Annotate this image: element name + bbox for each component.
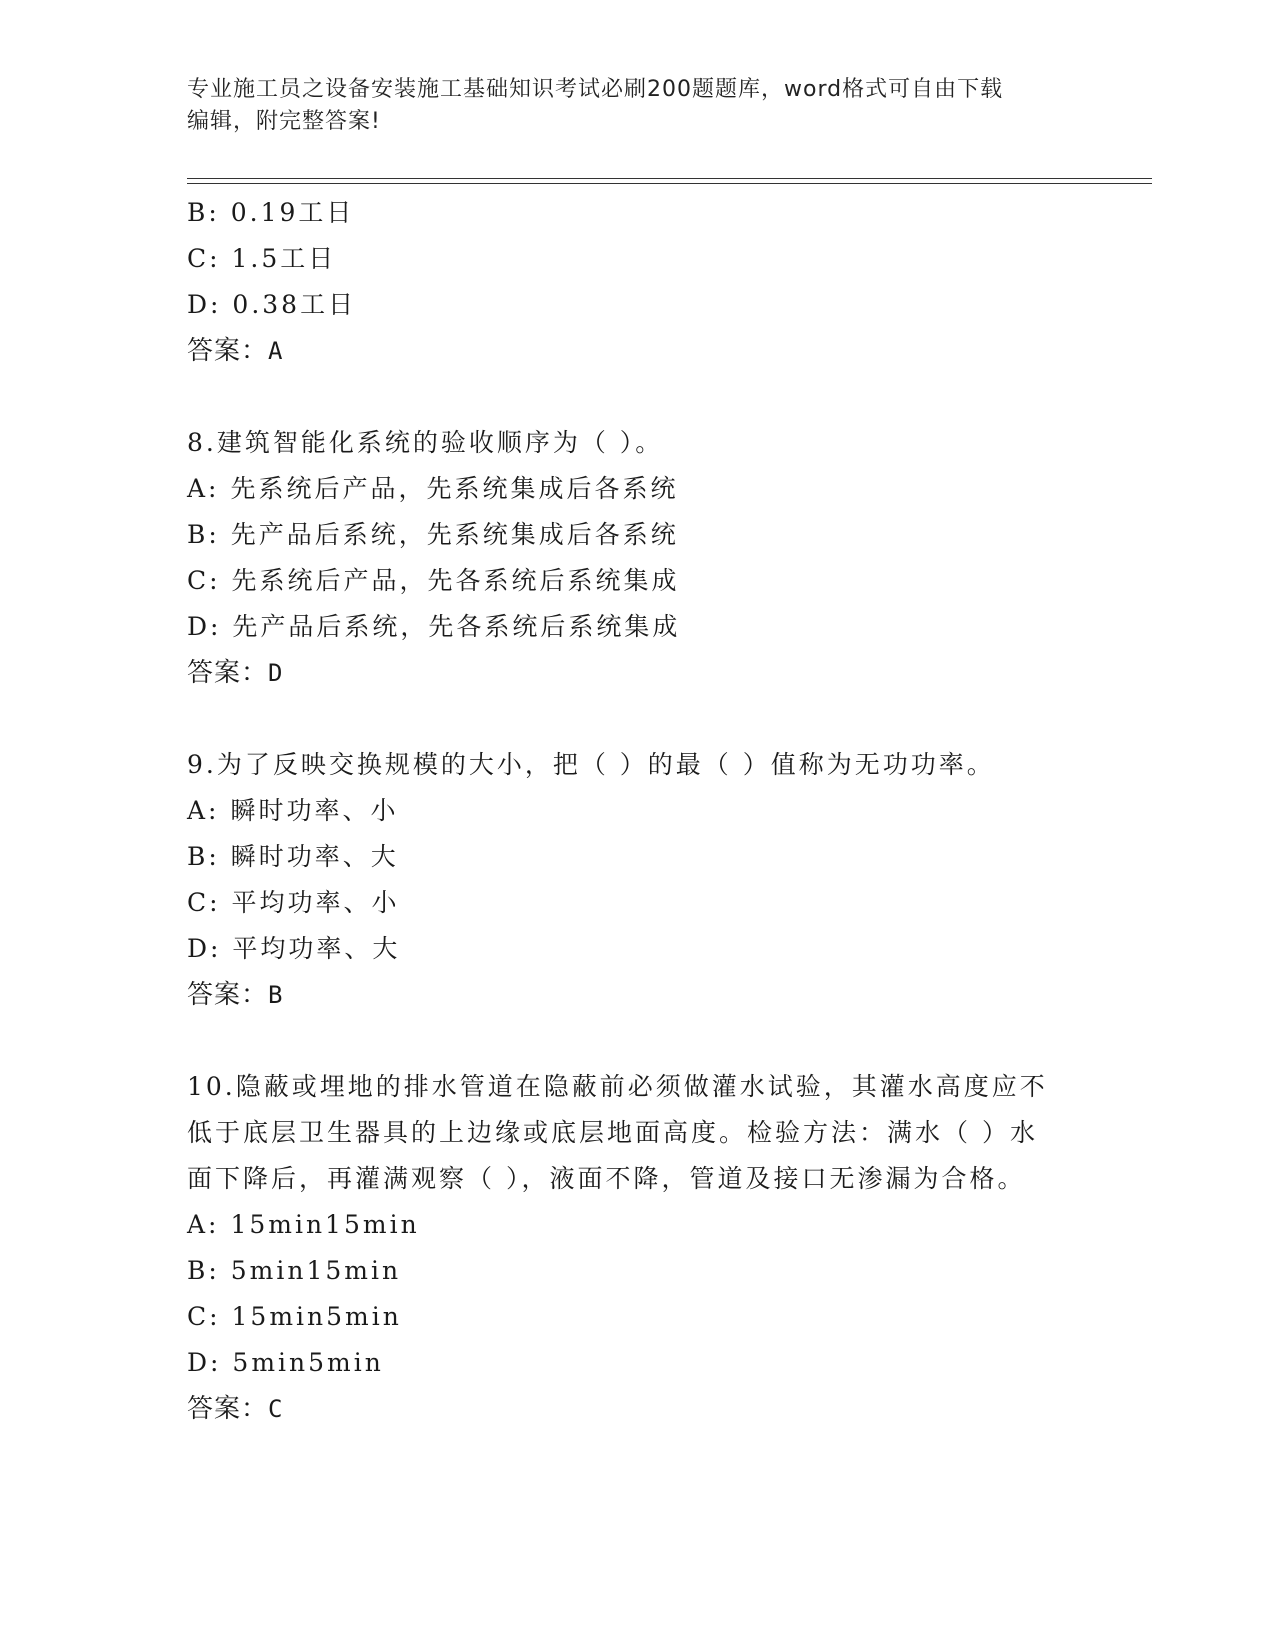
option-b: B: 先产品后系统，先系统集成后各系统 [187, 520, 679, 549]
option-b: B: 0.19工日 [187, 198, 355, 227]
question-7-continuation [187, 190, 1087, 374]
option-d: D: 5min5min [187, 1348, 384, 1377]
answer-line: 答案：A [187, 336, 284, 366]
answer-value: C [268, 1395, 284, 1423]
option-d: D: 先产品后系统，先各系统后系统集成 [187, 612, 681, 641]
question-stem: 8.建筑智能化系统的验收顺序为（ ）。 [187, 428, 664, 457]
option-c: C: 先系统后产品，先各系统后系统集成 [187, 566, 680, 595]
question-8 [187, 420, 1087, 696]
option-c: C: 平均功率、小 [187, 888, 400, 917]
option-b: B: 瞬时功率、大 [187, 842, 399, 871]
option-c: C: 1.5工日 [187, 244, 337, 273]
option-d: D: 0.38工日 [187, 290, 357, 319]
option-a: A: 先系统后产品，先系统集成后各系统 [187, 474, 679, 503]
option-a: A: 瞬时功率、小 [187, 796, 399, 825]
document-header [187, 74, 1087, 138]
option-d: D: 平均功率、大 [187, 934, 401, 963]
question-stem-line-3: 面下降后，再灌满观察（ ），液面不降，管道及接口无渗漏为合格。 [187, 1164, 1026, 1193]
answer-value: D [268, 659, 284, 687]
question-list [187, 190, 1087, 1432]
header-line-1: 专业施工员之设备安装施工基础知识考试必刷200题题库，word格式可自由下载 [187, 77, 1004, 102]
option-b: B: 5min15min [187, 1256, 402, 1285]
question-stem-line-1: 10.隐蔽或埋地的排水管道在隐蔽前必须做灌水试验，其灌水高度应不 [187, 1072, 1048, 1101]
question-stem-line-2: 低于底层卫生器具的上边缘或底层地面高度。检验方法：满水（ ）水 [187, 1118, 1038, 1147]
answer-value: B [268, 981, 284, 1009]
option-c: C: 15min5min [187, 1302, 402, 1331]
header-line-2: 编辑，附完整答案! [187, 109, 381, 134]
question-9 [187, 742, 1087, 1018]
question-10 [187, 1064, 1087, 1432]
header-divider-top [187, 178, 1152, 179]
answer-line: 答案：B [187, 980, 284, 1010]
answer-line: 答案：D [187, 658, 284, 688]
answer-value: A [268, 337, 284, 365]
answer-line: 答案：C [187, 1394, 284, 1424]
option-a: A: 15min15min [187, 1210, 420, 1239]
header-divider-bottom [187, 183, 1152, 184]
question-stem: 9.为了反映交换规模的大小，把（ ）的最（ ）值称为无功功率。 [187, 750, 995, 779]
